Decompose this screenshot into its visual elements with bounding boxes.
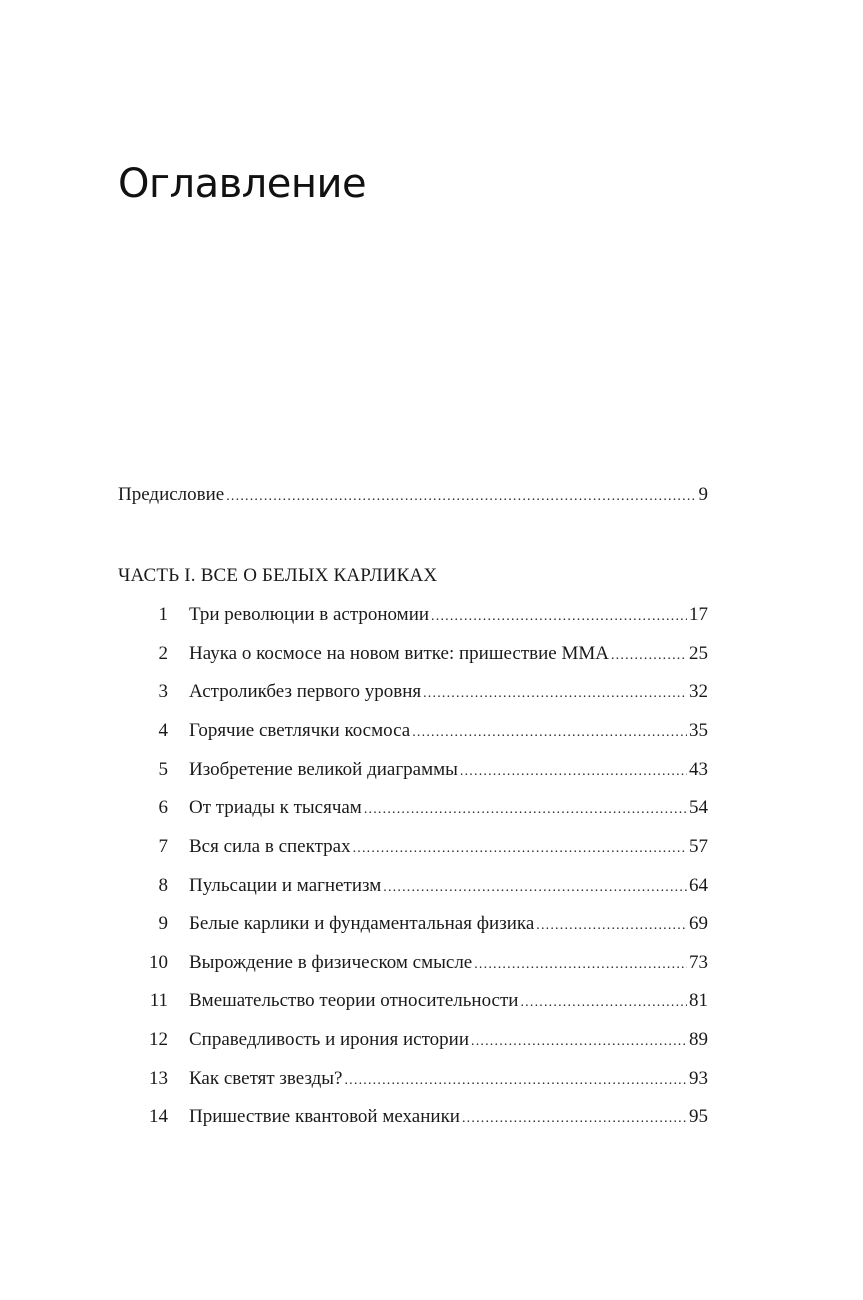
dot-leader <box>460 759 687 785</box>
toc-entry[interactable] <box>118 834 708 860</box>
toc-entry[interactable] <box>118 873 708 899</box>
toc-page-number: 64 <box>689 875 708 896</box>
toc-page-number: 54 <box>689 797 708 818</box>
chapter-number: 13 <box>149 1068 168 1089</box>
part-heading: ЧАСТЬ I. ВСЕ О БЕЛЫХ КАРЛИКАХ <box>118 565 438 586</box>
toc-entry[interactable] <box>118 950 708 976</box>
chapter-title: Как светят звезды? <box>189 1068 343 1089</box>
dot-leader <box>471 1029 687 1055</box>
chapter-number: 5 <box>158 759 168 780</box>
chapter-title: Астроликбез первого уровня <box>189 681 422 702</box>
toc-page-number: 9 <box>698 484 708 505</box>
chapter-title: Вмешательство теории относительности <box>189 990 519 1011</box>
dot-leader <box>383 875 687 901</box>
toc-entry[interactable] <box>118 679 708 705</box>
chapter-title: Пульсации и магнетизм <box>189 875 382 896</box>
toc-entry-title: Предисловие <box>118 484 225 505</box>
dot-leader <box>344 1068 687 1094</box>
chapter-number: 1 <box>158 604 168 625</box>
dot-leader <box>520 990 687 1016</box>
dot-leader <box>474 952 687 978</box>
chapter-title: Вся сила в спектрах <box>189 836 351 857</box>
toc-entry[interactable] <box>118 641 708 667</box>
chapter-number: 4 <box>158 720 168 741</box>
chapter-number: 12 <box>149 1029 168 1050</box>
toc-entry[interactable] <box>118 795 708 821</box>
toc-entry[interactable] <box>118 1066 708 1092</box>
toc-page-number: 69 <box>689 913 708 934</box>
toc-page-number: 81 <box>689 990 708 1011</box>
chapter-title: Изобретение великой диаграммы <box>189 759 458 780</box>
dot-leader <box>226 484 696 510</box>
chapter-title: Наука о космосе на новом витке: пришествие ММА <box>189 643 609 664</box>
dot-leader <box>462 1106 687 1132</box>
toc-page-number: 43 <box>689 759 708 780</box>
chapter-title: Белые карлики и фундаментальная физика <box>189 913 535 934</box>
chapter-title: Вырождение в физическом смысле <box>189 952 473 973</box>
toc-page-number: 93 <box>689 1068 708 1089</box>
toc-page-number: 35 <box>689 720 708 741</box>
toc-page-number: 17 <box>689 604 708 625</box>
page-title: Оглавление <box>118 161 367 207</box>
toc-entry[interactable] <box>118 1027 708 1053</box>
chapter-number: 11 <box>149 990 168 1011</box>
chapter-number: 6 <box>158 797 168 818</box>
chapter-title: Горячие светлячки космоса <box>189 720 411 741</box>
toc-page-number: 95 <box>689 1106 708 1127</box>
toc-page-number: 32 <box>689 681 708 702</box>
toc-entry[interactable] <box>118 757 708 783</box>
toc-page-number: 89 <box>689 1029 708 1050</box>
dot-leader <box>536 913 687 939</box>
dot-leader <box>423 681 687 707</box>
chapter-number: 8 <box>158 875 168 896</box>
toc-entry[interactable] <box>118 911 708 937</box>
chapter-number: 9 <box>158 913 168 934</box>
chapter-title: От триады к тысячам <box>189 797 362 818</box>
chapter-title: Справедливость и ирония истории <box>189 1029 469 1050</box>
dot-leader <box>611 643 687 669</box>
chapter-title: Три революции в астрономии <box>189 604 430 625</box>
dot-leader <box>353 836 687 862</box>
dot-leader <box>412 720 687 746</box>
toc-entry[interactable] <box>118 718 708 744</box>
chapter-number: 14 <box>149 1106 168 1127</box>
dot-leader <box>431 604 687 630</box>
toc-entry[interactable] <box>118 1104 708 1130</box>
toc-entry[interactable] <box>118 988 708 1014</box>
chapter-number: 10 <box>149 952 168 973</box>
chapter-number: 7 <box>158 836 168 857</box>
toc-entry[interactable] <box>118 602 708 628</box>
chapter-number: 2 <box>158 643 168 664</box>
toc-page-number: 57 <box>689 836 708 857</box>
toc-page-number: 73 <box>689 952 708 973</box>
chapter-number: 3 <box>158 681 168 702</box>
toc-entry-preface[interactable] <box>118 482 708 508</box>
toc-page-number: 25 <box>689 643 708 664</box>
chapter-title: Пришествие квантовой механики <box>189 1106 460 1127</box>
dot-leader <box>364 797 687 823</box>
